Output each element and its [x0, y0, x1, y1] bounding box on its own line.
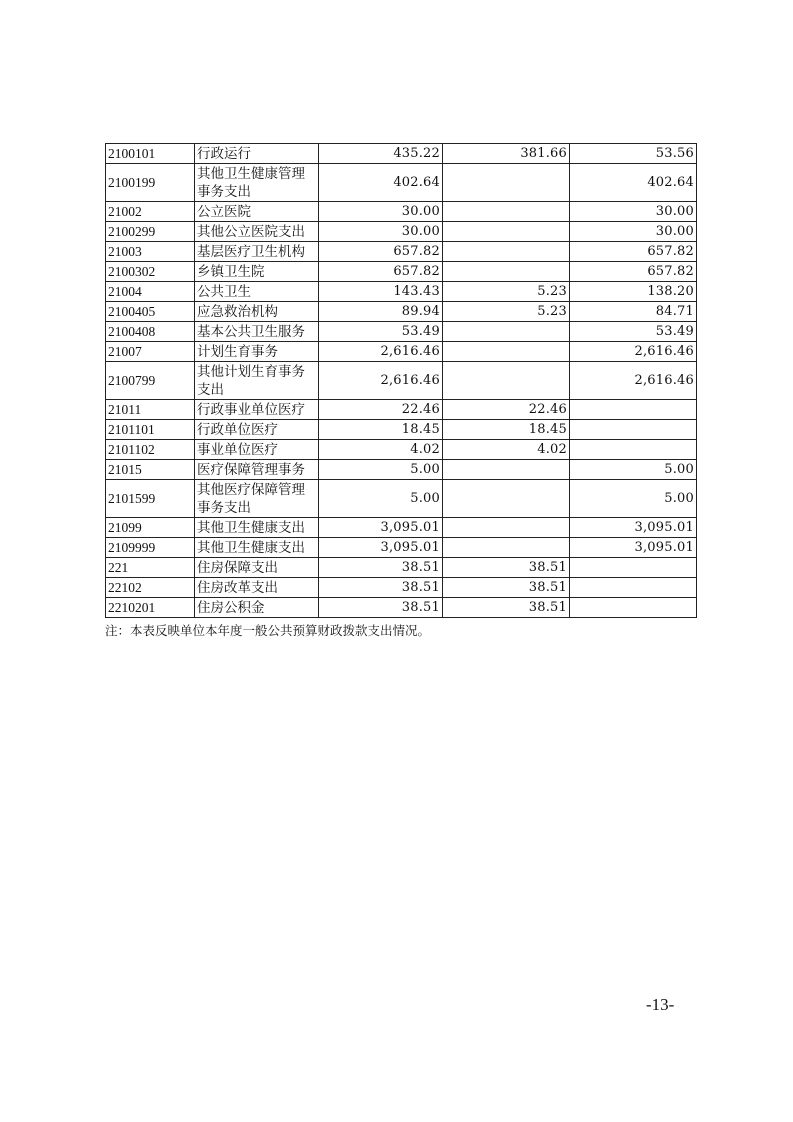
project-expenditure-cell	[570, 400, 697, 420]
project-expenditure-cell: 3,095.01	[570, 518, 697, 538]
basic-expenditure-cell	[443, 262, 570, 282]
subject-name-cell: 计划生育事务	[195, 342, 319, 362]
subject-name-cell: 公共卫生	[195, 282, 319, 302]
project-expenditure-cell: 138.20	[570, 282, 697, 302]
project-expenditure-cell	[570, 558, 697, 578]
basic-expenditure-cell: 5.23	[443, 302, 570, 322]
basic-expenditure-cell: 381.66	[443, 144, 570, 164]
subject-name-cell: 乡镇卫生院	[195, 262, 319, 282]
project-expenditure-cell: 30.00	[570, 222, 697, 242]
subject-name-cell: 其他卫生健康支出	[195, 518, 319, 538]
project-expenditure-cell: 2,616.46	[570, 342, 697, 362]
project-expenditure-cell	[570, 420, 697, 440]
table-row	[106, 164, 697, 202]
total-amount-cell: 38.51	[319, 598, 443, 618]
table-row	[106, 558, 697, 578]
project-expenditure-cell: 30.00	[570, 202, 697, 222]
subject-name-cell: 应急救治机构	[195, 302, 319, 322]
table-row	[106, 480, 697, 518]
basic-expenditure-cell	[443, 480, 570, 518]
subject-name-cell: 其他卫生健康支出	[195, 538, 319, 558]
table-row	[106, 342, 697, 362]
subject-name-cell: 住房公积金	[195, 598, 319, 618]
project-expenditure-cell: 53.49	[570, 322, 697, 342]
project-expenditure-cell: 84.71	[570, 302, 697, 322]
basic-expenditure-cell	[443, 242, 570, 262]
table-row	[106, 460, 697, 480]
project-expenditure-cell: 53.56	[570, 144, 697, 164]
project-expenditure-cell	[570, 440, 697, 460]
subject-name-cell: 其他公立医院支出	[195, 222, 319, 242]
total-amount-cell: 89.94	[319, 302, 443, 322]
subject-code-cell: 2100199	[106, 164, 195, 202]
subject-code-cell: 2101599	[106, 480, 195, 518]
basic-expenditure-cell	[443, 342, 570, 362]
basic-expenditure-cell: 38.51	[443, 598, 570, 618]
basic-expenditure-cell	[443, 518, 570, 538]
subject-code-cell: 2100101	[106, 144, 195, 164]
subject-name-cell: 行政事业单位医疗	[195, 400, 319, 420]
basic-expenditure-cell: 4.02	[443, 440, 570, 460]
project-expenditure-cell	[570, 578, 697, 598]
table-row	[106, 282, 697, 302]
subject-name-cell: 住房保障支出	[195, 558, 319, 578]
total-amount-cell: 3,095.01	[319, 518, 443, 538]
basic-expenditure-cell	[443, 164, 570, 202]
subject-code-cell: 21099	[106, 518, 195, 538]
project-expenditure-cell: 657.82	[570, 242, 697, 262]
subject-code-cell: 21015	[106, 460, 195, 480]
project-expenditure-cell: 2,616.46	[570, 362, 697, 400]
subject-code-cell: 2101101	[106, 420, 195, 440]
subject-code-cell: 221	[106, 558, 195, 578]
total-amount-cell: 38.51	[319, 578, 443, 598]
subject-name-cell: 其他卫生健康管理事务支出	[195, 164, 319, 202]
subject-code-cell: 2100408	[106, 322, 195, 342]
basic-expenditure-cell: 38.51	[443, 558, 570, 578]
total-amount-cell: 2,616.46	[319, 362, 443, 400]
subject-name-cell: 其他计划生育事务支出	[195, 362, 319, 400]
total-amount-cell: 30.00	[319, 222, 443, 242]
table-row	[106, 518, 697, 538]
table-row	[106, 400, 697, 420]
subject-name-cell: 事业单位医疗	[195, 440, 319, 460]
table-row	[106, 322, 697, 342]
total-amount-cell: 4.02	[319, 440, 443, 460]
subject-code-cell: 2101102	[106, 440, 195, 460]
project-expenditure-cell: 5.00	[570, 460, 697, 480]
total-amount-cell: 5.00	[319, 480, 443, 518]
basic-expenditure-cell: 38.51	[443, 578, 570, 598]
total-amount-cell: 30.00	[319, 202, 443, 222]
project-expenditure-cell: 3,095.01	[570, 538, 697, 558]
project-expenditure-cell	[570, 598, 697, 618]
project-expenditure-cell: 657.82	[570, 262, 697, 282]
total-amount-cell: 657.82	[319, 262, 443, 282]
total-amount-cell: 2,616.46	[319, 342, 443, 362]
total-amount-cell: 18.45	[319, 420, 443, 440]
subject-name-cell: 基层医疗卫生机构	[195, 242, 319, 262]
table-row	[106, 362, 697, 400]
table-row	[106, 202, 697, 222]
table-row	[106, 440, 697, 460]
table-row	[106, 598, 697, 618]
subject-code-cell: 2100405	[106, 302, 195, 322]
basic-expenditure-cell	[443, 460, 570, 480]
total-amount-cell: 402.64	[319, 164, 443, 202]
basic-expenditure-cell	[443, 322, 570, 342]
basic-expenditure-cell: 5.23	[443, 282, 570, 302]
subject-name-cell: 医疗保障管理事务	[195, 460, 319, 480]
table-row	[106, 262, 697, 282]
subject-code-cell: 21011	[106, 400, 195, 420]
subject-code-cell: 2109999	[106, 538, 195, 558]
subject-code-cell: 2100302	[106, 262, 195, 282]
total-amount-cell: 143.43	[319, 282, 443, 302]
total-amount-cell: 53.49	[319, 322, 443, 342]
table-row	[106, 242, 697, 262]
basic-expenditure-cell: 18.45	[443, 420, 570, 440]
project-expenditure-cell: 5.00	[570, 480, 697, 518]
subject-name-cell: 基本公共卫生服务	[195, 322, 319, 342]
table-row	[106, 302, 697, 322]
subject-name-cell: 住房改革支出	[195, 578, 319, 598]
subject-code-cell: 21004	[106, 282, 195, 302]
basic-expenditure-cell: 22.46	[443, 400, 570, 420]
subject-code-cell: 2100299	[106, 222, 195, 242]
basic-expenditure-cell	[443, 538, 570, 558]
total-amount-cell: 38.51	[319, 558, 443, 578]
table-row	[106, 222, 697, 242]
table-row	[106, 538, 697, 558]
basic-expenditure-cell	[443, 222, 570, 242]
table-body	[106, 144, 697, 618]
table-note: 注：本表反映单位本年度一般公共预算财政拨款支出情况。	[105, 623, 431, 638]
total-amount-cell: 22.46	[319, 400, 443, 420]
page-number: -13-	[646, 995, 675, 1014]
table-row	[106, 578, 697, 598]
project-expenditure-cell: 402.64	[570, 164, 697, 202]
total-amount-cell: 5.00	[319, 460, 443, 480]
subject-code-cell: 2210201	[106, 598, 195, 618]
subject-name-cell: 行政单位医疗	[195, 420, 319, 440]
subject-code-cell: 21007	[106, 342, 195, 362]
subject-name-cell: 公立医院	[195, 202, 319, 222]
basic-expenditure-cell	[443, 362, 570, 400]
total-amount-cell: 3,095.01	[319, 538, 443, 558]
basic-expenditure-cell	[443, 202, 570, 222]
total-amount-cell: 435.22	[319, 144, 443, 164]
subject-name-cell: 其他医疗保障管理事务支出	[195, 480, 319, 518]
subject-code-cell: 21002	[106, 202, 195, 222]
subject-name-cell: 行政运行	[195, 144, 319, 164]
total-amount-cell: 657.82	[319, 242, 443, 262]
subject-code-cell: 2100799	[106, 362, 195, 400]
subject-code-cell: 21003	[106, 242, 195, 262]
table-row	[106, 144, 697, 164]
subject-code-cell: 22102	[106, 578, 195, 598]
table-row	[106, 420, 697, 440]
expenditure-table	[105, 143, 697, 618]
